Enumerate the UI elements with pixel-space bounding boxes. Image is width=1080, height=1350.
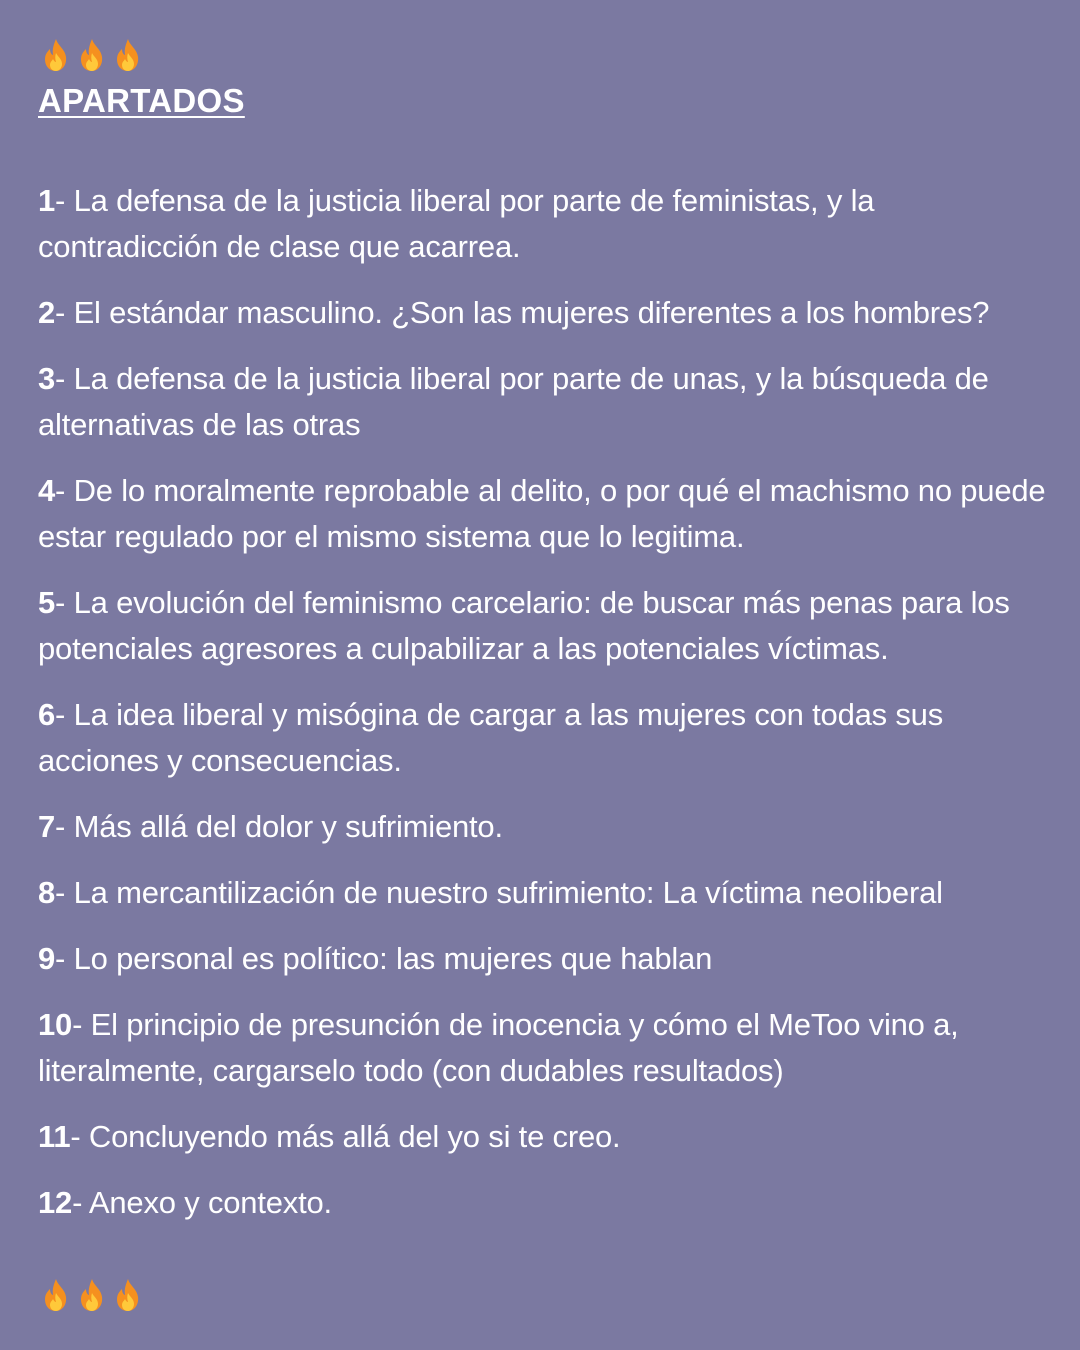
list-item xyxy=(38,468,1048,560)
item-number: 7 xyxy=(38,809,56,844)
list-item xyxy=(38,1002,1048,1094)
list-item xyxy=(38,1114,1048,1160)
content-area xyxy=(38,36,1048,1246)
item-text: - De lo moralmente reprobable al delito, o por qué el machismo no puede estar regulado por el mismo sistema que lo legitima. xyxy=(38,473,1046,554)
list-item xyxy=(38,870,1048,916)
item-number: 9 xyxy=(38,941,56,976)
item-text: - Concluyendo más allá del yo si te creo. xyxy=(70,1119,621,1154)
list-item xyxy=(38,692,1048,784)
item-text: - El estándar masculino. ¿Son las mujeres diferentes a los hombres? xyxy=(55,295,990,330)
fire-icon xyxy=(74,1277,110,1313)
item-text: - Lo personal es político: las mujeres que hablan xyxy=(55,941,713,976)
list-item xyxy=(38,178,1048,270)
item-text: - La defensa de la justicia liberal por parte de unas, y la búsqueda de alternativas de las otras xyxy=(38,361,989,442)
list-item xyxy=(38,580,1048,672)
item-text: - La defensa de la justicia liberal por parte de feministas, y la contradicción de clase que acarrea. xyxy=(38,183,875,264)
fire-icon xyxy=(110,1277,146,1313)
list-item xyxy=(38,804,1048,850)
top-fire-emojis xyxy=(38,36,1048,74)
sections-list xyxy=(38,178,1048,1226)
item-number: 1 xyxy=(38,183,56,218)
item-number: 3 xyxy=(38,361,56,396)
item-text: - Más allá del dolor y sufrimiento. xyxy=(55,809,503,844)
fire-icon xyxy=(38,1277,74,1313)
item-number: 11 xyxy=(38,1119,71,1154)
item-number: 12 xyxy=(38,1185,73,1220)
page-title: APARTADOS xyxy=(38,82,245,119)
list-item xyxy=(38,936,1048,982)
list-item xyxy=(38,1180,1048,1226)
list-item xyxy=(38,290,1048,336)
item-text: - La evolución del feminismo carcelario: de buscar más penas para los potenciales agresores a culpabilizar a las potenciales víctimas. xyxy=(38,585,1010,666)
item-text: - La idea liberal y misógina de cargar a las mujeres con todas sus acciones y consecuencias. xyxy=(38,697,944,778)
list-item xyxy=(38,356,1048,448)
item-text: - La mercantilización de nuestro sufrimiento: La víctima neoliberal xyxy=(55,875,943,910)
fire-icon xyxy=(74,37,110,73)
item-text: - El principio de presunción de inocencia y cómo el MeToo vino a, literalmente, cargarselo todo (con dudables resultados) xyxy=(38,1007,959,1088)
fire-icon xyxy=(38,37,74,73)
item-text: - Anexo y contexto. xyxy=(72,1185,332,1220)
item-number: 5 xyxy=(38,585,56,620)
item-number: 4 xyxy=(38,473,56,508)
bottom-fire-emojis xyxy=(38,1276,146,1314)
item-number: 10 xyxy=(38,1007,73,1042)
item-number: 8 xyxy=(38,875,56,910)
item-number: 6 xyxy=(38,697,56,732)
item-number: 2 xyxy=(38,295,56,330)
fire-icon xyxy=(110,37,146,73)
